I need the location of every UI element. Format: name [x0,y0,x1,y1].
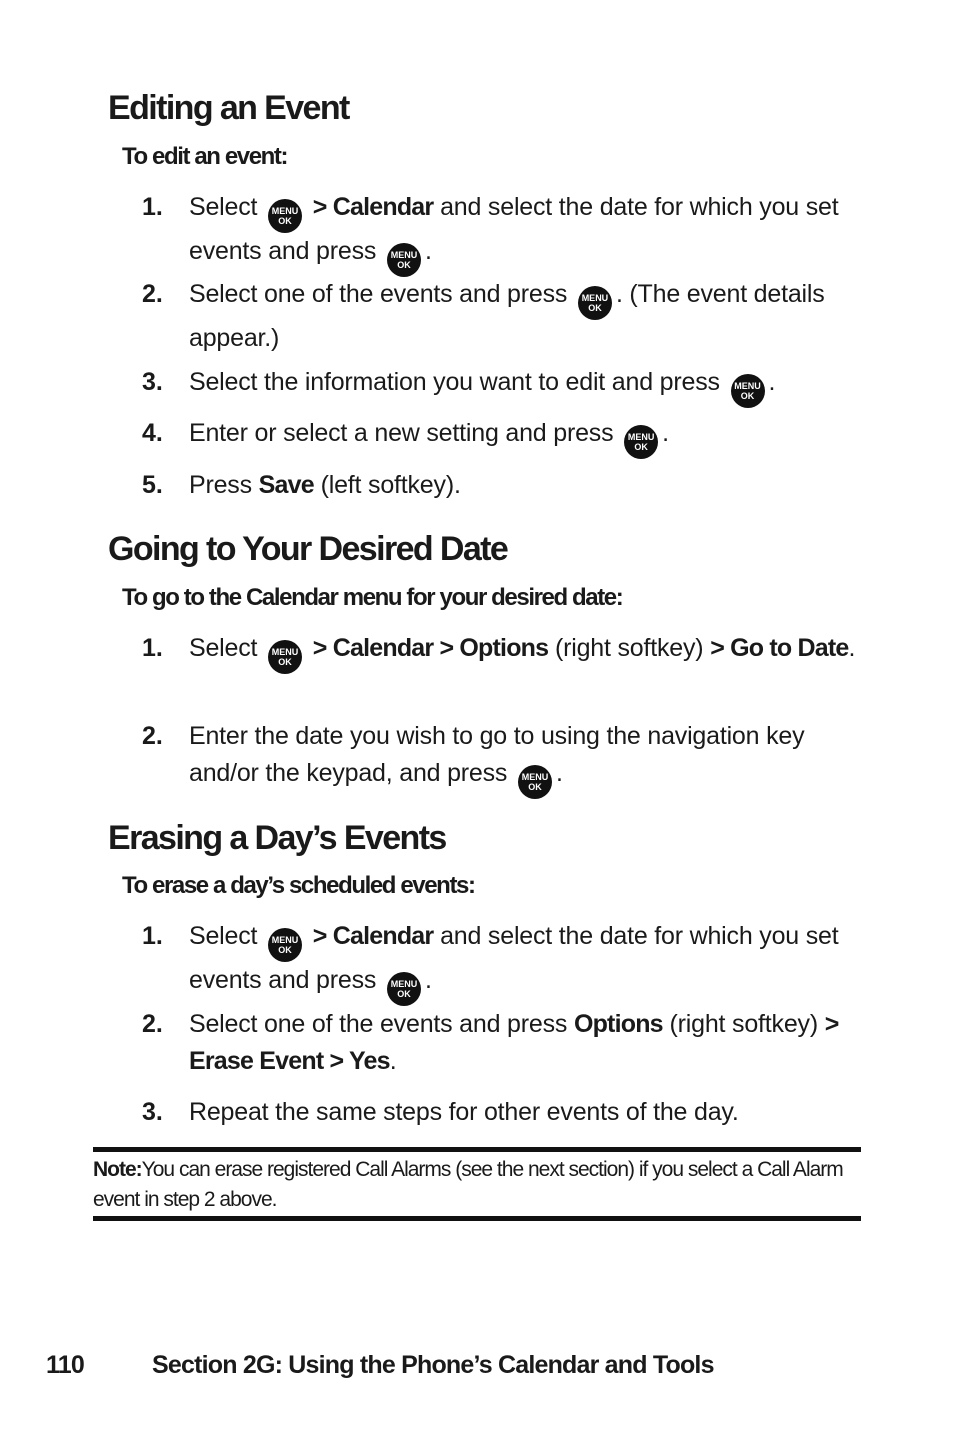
section-title-erasing: Erasing a Day’s Events [108,819,446,857]
step-number: 1. [142,193,163,221]
step-number: 1. [142,922,163,950]
step-number: 2. [142,1010,163,1038]
list-item: 3. Select the information you want to edit and press MENU OK . [142,364,872,408]
list-item: 1. Select MENU OK > Calendar and select the date for which you set events and press MENU OK . [142,189,872,277]
list-item: 1. Select MENU OK > Calendar > Options (right softkey) > Go to Date. [142,630,872,674]
list-item: 2. Select one of the events and press MENU OK . (The event details appear.) [142,276,872,357]
list-item: 4. Enter or select a new setting and press MENU OK . [142,415,872,459]
step-number: 3. [142,368,163,396]
menu-ok-key-icon: MENU OK [578,286,612,320]
page-number: 110 [46,1351,84,1379]
note-label: Note: [93,1158,142,1181]
list-item: 3. Repeat the same steps for other events of the day. [142,1094,872,1131]
step-number: 4. [142,419,163,447]
list-item: 2. Enter the date you wish to go to using the navigation key and/or the keypad, and press MENU OK . [142,718,872,799]
section-subtitle-going-to-date: To go to the Calendar menu for your desired date: [122,584,623,611]
menu-ok-key-icon: MENU OK [624,425,658,459]
list-item: 2. Select one of the events and press Options (right softkey) > Erase Event > Yes. [142,1006,872,1080]
step-number: 5. [142,471,163,499]
menu-ok-key-icon: MENU OK [518,765,552,799]
footer-section-title: Section 2G: Using the Phone’s Calendar and Tools [152,1351,714,1379]
section-subtitle-erasing: To erase a day’s scheduled events: [122,872,475,899]
step-number: 2. [142,722,163,750]
menu-ok-key-icon: MENU OK [268,928,302,962]
note-text: You can erase registered Call Alarms (see the next section) if you select a Call Alarm event in step 2 above. [93,1158,843,1211]
section-subtitle-editing: To edit an event: [122,143,288,170]
menu-ok-key-icon: MENU OK [731,374,765,408]
menu-ok-key-icon: MENU OK [268,640,302,674]
section-title-going-to-date: Going to Your Desired Date [108,530,508,568]
menu-ok-key-icon: MENU OK [387,972,421,1006]
step-number: 2. [142,280,163,308]
list-item: 5. Press Save (left softkey). [142,467,872,504]
step-number: 1. [142,634,163,662]
menu-ok-key-icon: MENU OK [387,243,421,277]
step-number: 3. [142,1098,163,1126]
note-box [93,1147,861,1221]
section-title-editing: Editing an Event [108,89,349,127]
list-item: 1. Select MENU OK > Calendar and select the date for which you set events and press MENU OK . [142,918,872,1006]
menu-ok-key-icon: MENU OK [268,199,302,233]
